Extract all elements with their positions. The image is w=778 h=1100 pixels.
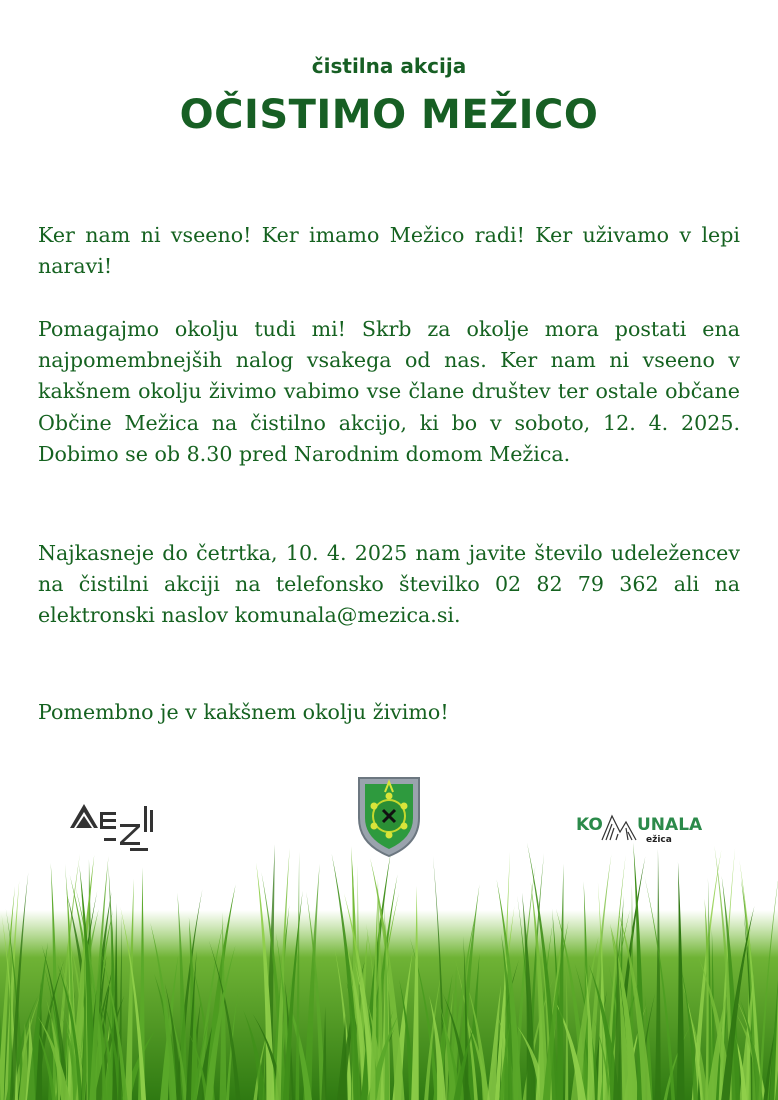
- invitation-paragraph: Pomagajmo okolju tudi mi! Skrb za okolje mora postati ena najpomembnejših nalog vsakega od nas. Ker nam ni vseeno v kakšnem okolju živimo vabimo vse člane društev ter ostale občane Občine Mežica na čistilno akcijo, ki bo v soboto, 12. 4. 2025. Dobimo se ob 8.30 pred Narodnim domom Mežica.: [38, 317, 740, 466]
- komunala-mountain-icon: [600, 812, 638, 842]
- coat-of-arms-icon: [355, 772, 423, 858]
- grass-background: [0, 840, 778, 1100]
- komunala-logo-unala: UNALA: [637, 815, 703, 835]
- intro-paragraph: Ker nam ni vseeno! Ker imamo Mežico radi! Ker uživamo v lepi naravi!: [38, 223, 740, 279]
- registration-paragraph: Najkasneje do četrtka, 10. 4. 2025 nam javite število udeležencev na čistilni akciji na telefonsko številko 02 82 79 362 ali na elektronski naslov komunala@mezica.si.: [38, 541, 740, 628]
- komunala-logo-sub: ežica: [646, 835, 672, 845]
- closing-paragraph: Pomembno je v kakšnem okolju živimo!: [38, 700, 449, 724]
- page-title: OČISTIMO MEŽICO: [179, 92, 599, 138]
- subtitle: čistilna akcija: [311, 54, 467, 78]
- komunala-logo-ko: KO: [576, 815, 603, 835]
- mezica-logo: [64, 798, 162, 856]
